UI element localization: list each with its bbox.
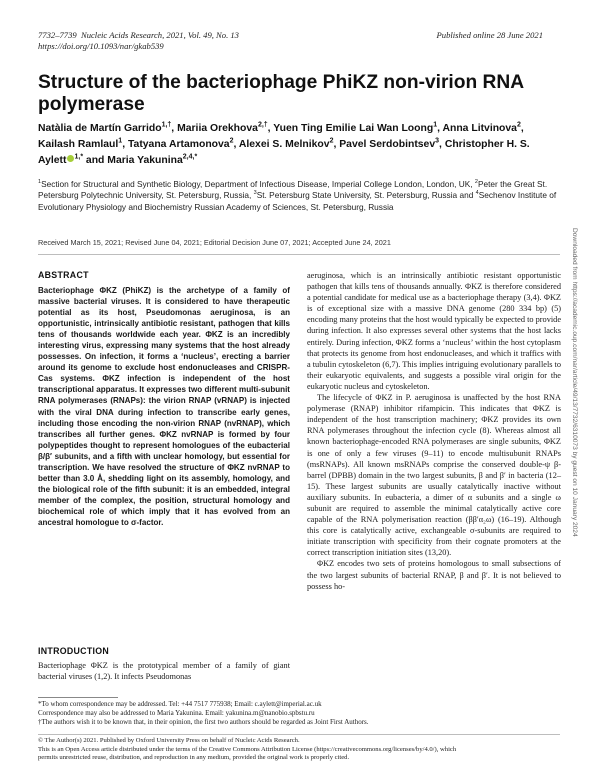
author-name: Yuen Ting Emilie Lai Wan Loong xyxy=(273,123,434,134)
author-affiliation-mark: 2,† xyxy=(257,121,268,129)
article-title: Structure of the bacteriophage PhiKZ non-virion RNA polymerase xyxy=(38,72,524,115)
license-line[interactable]: This is an Open Access article distributed under the terms of the Creative Commons Attribution License (https://creativecommons.org/licenses/by/4.0/), which xyxy=(38,745,457,753)
doi-link[interactable]: https://doi.org/10.1093/nar/gkab539 xyxy=(38,41,164,51)
author-name: Pavel Serdobintsev xyxy=(339,139,436,151)
footnotes xyxy=(38,700,560,728)
abstract-text: Bacteriophage ΦKZ (PhiKZ) is the archetype of a family of massive bacterial viruses. It is considered to have therapeutic potential as its host, Pseudomonas aeruginosa, is an opportunistic, intrinsically antibiotic resistant, pathogen that kills tens of thousands worldwide each year. ΦKZ is an incredibly interesting virus, expressing many systems that the host already possesses. On infection, it forms a ‘nucleus’, erecting a barrier around its genome to exclude host endonucleases and CRISPR-Cas systems. ΦKZ infection is independent of the host transcriptional apparatus. It expresses two different multi-subunit RNA polymerases (RNAPs): the virion RNAP (vRNAP) is injected with the viral DNA during infection to transcribe early genes, including those encoding the non-virion RNAP (nvRNAP), which transcribes all further genes. ΦKZ nvRNAP is formed by four polypeptides thought to represent homologues of the eubacterial β/β′ subunits, and a fifth with unclear homology, but essential for transcription. We have resolved the structure of ΦKZ nvRNAP to better than 3.0 Å, shedding light on its assembly, homology, and the biological role of the fifth subunit: it is an embedded, integral member of the complex, the position, structural homology and biochemical role of which imply that it has evolved from an ancestral homologue to σ-factor. xyxy=(38,286,290,527)
author-name: Mariia Orekhova xyxy=(177,123,258,134)
affiliation-text: St. Petersburg State University, St. Petersburg, Russia and xyxy=(256,190,476,201)
author-name: Alexei S. Melnikov xyxy=(238,139,330,151)
author-affiliation-mark: 3 xyxy=(435,137,440,145)
abstract-heading: ABSTRACT xyxy=(38,270,89,280)
author-affiliation-mark: 2 xyxy=(329,137,334,145)
footnote-rule xyxy=(38,697,118,698)
author-affiliation-mark: 1 xyxy=(118,137,123,145)
body-column xyxy=(307,270,561,592)
author-name: Kailash Ramlaul xyxy=(38,139,119,151)
joint-author-note: †The authors wish it to be known that, in their opinion, the first two authors should be regarded as Joint First Authors. xyxy=(38,718,369,727)
affiliation-text: Sechenov Institute of Evolutionary Physiology and Biochemistry Russian Academy of Sciences, St. Petersburg, Russia xyxy=(38,190,557,212)
divider xyxy=(38,734,560,735)
introduction-heading: INTRODUCTION xyxy=(38,646,110,656)
download-note: Downloaded from https://academic.oup.com/nar/article/49/13/7732/6310073 by guest on 10 January 2024 xyxy=(571,228,578,537)
body-paragraph: ΦKZ encodes two sets of proteins homologous to small subsections of the two largest subunits of bacterial RNAP, β and β′. It is not believed to possess ho- xyxy=(307,559,561,591)
body-paragraph: The lifecycle of ΦKZ in P. aeruginosa is unaffected by the host RNA polymerase (RNAP) inhibitor rifampicin. This indicates that ΦKZ is independent of the host transcription machinery; ΦKZ provides its own RNA polymerases throughout the infection cycle (8). Whereas almost all known bacteriophage-encoded RNA polymerases are single subunits, ΦKZ is one of only a few viruses (9–11) to encode multisubunit RNAPs (msRNAPs). All known msRNAPs comprise the conserved double-ψ β-barrel (DPBB) domain in the two largest subunits, β and β′ in bacteria (12–15). These largest subunits are usually catalytically inactive without auxiliary subunits. In eubacteria, a dimer of α subunits and a single ω subunit are required to assemble the minimal catalytically active core capable of the RNA polymerisation reaction (ββ′α₂ω) (16–19). Although this core is catalytically active, exchangeable σ-subunits are required to initiate transcription with specificity from their cognate promoters at the correct transcription initiation sites (13,20). xyxy=(307,393,561,558)
correspondence-note: *To whom correspondence may be addressed. Tel: +44 7517 775938; Email: c.aylett@imperial.ac.uk xyxy=(38,700,322,708)
affiliation-mark: 3 xyxy=(253,190,257,197)
author-name: Tatyana Artamonova xyxy=(127,139,230,151)
page-range: 7732–7739 xyxy=(38,30,77,40)
author-name: Natàlia de Martín Garrido xyxy=(38,123,162,134)
affiliation-text: Section for Structural and Synthetic Biology, Department of Infectious Disease, Imperial College London, London, UK, xyxy=(41,179,475,189)
journal-citation: Nucleic Acids Research, 2021, Vol. 49, No. 13 xyxy=(80,30,239,40)
author-affiliation-mark: 1 xyxy=(433,121,438,129)
author-affiliation-mark: 1,† xyxy=(161,121,172,129)
author-affiliation-mark: 1,* xyxy=(74,153,84,161)
introduction-text: Bacteriophage ΦKZ is the prototypical member of a family of giant bacterial viruses (1,2). It infects Pseudomonas xyxy=(38,661,290,682)
affiliation-mark: 4 xyxy=(475,190,479,197)
running-header xyxy=(38,30,239,52)
author-list: Natàlia de Martín Garrido$^{1,\dagger}$, Mariia Orekhova$^{2,\dagger}$, Yuen Ting Emilie Lai Wan Loong$^1$, Anna Litvinova$^2$, Kailash Ramlaul$^1$, Tatyana Artamonova$^2$, Alexei S. Melnikov$^2$, Pavel Serdobintsev$^3$, Christopher H. S. Aylett $^{1,*}$ and Maria Yakunina$^{2,4,*}$ xyxy=(38,121,530,167)
author-name: Maria Yakunina xyxy=(107,155,183,167)
affiliation-mark: 1 xyxy=(38,179,42,186)
author-affiliation-mark: 2,4,* xyxy=(182,153,198,161)
license-line: permits unrestricted reuse, distribution, and reproduction in any medium, provided the original work is properly cited. xyxy=(38,754,350,762)
author-name: Christopher H. S. Aylett xyxy=(38,139,530,167)
author-affiliation-mark: 2 xyxy=(516,121,521,129)
body-paragraph: aeruginosa, which is an intrinsically antibiotic resistant opportunistic pathogen that kills tens of thousands annually. ΦKZ is therefore considered a potential candidate for medical use as a bacteriophage therapy (3,4). ΦKZ is of exceptional size with a massive DNA genome (280 334 bp) (5) encoding many proteins that the host would typically be expected to provide during infection. It also expresses several other systems that the host lacks entirely. During infection, ΦKZ forms a ‘nucleus’ within the host cytoplasm that protects its genome from host endonucleases, and which it traffics with a tubulin cytoskeleton (6,7). This implies intriguing evolutionary parallels to their eukaryotic equivalents, and suggests a possible viral origin for the eukaryotic nucleus and cytoskeleton. xyxy=(307,271,562,391)
author-affiliation-mark: 2 xyxy=(229,137,234,145)
published-date: Published online 28 June 2021 xyxy=(436,30,543,40)
author-name: Anna Litvinova xyxy=(442,123,517,134)
affiliations xyxy=(38,179,560,213)
history-dates: Received March 15, 2021; Revised June 04, 2021; Editorial Decision June 07, 2021; Accepted June 24, 2021 xyxy=(38,238,391,247)
affiliation-mark: 2 xyxy=(474,179,478,186)
copyright-line: © The Author(s) 2021. Published by Oxford University Press on behalf of Nucleic Acids Research. xyxy=(38,737,300,744)
affiliation-text: Peter the Great St. Petersburg Polytechnic University, St. Petersburg, Russia, xyxy=(38,179,548,201)
correspondence-note: Correspondence may also be addressed to Maria Yakunina. Email: yakunina.m@nanobio.spbstu.ru xyxy=(38,709,315,718)
divider xyxy=(38,254,560,255)
license-block xyxy=(38,737,560,763)
